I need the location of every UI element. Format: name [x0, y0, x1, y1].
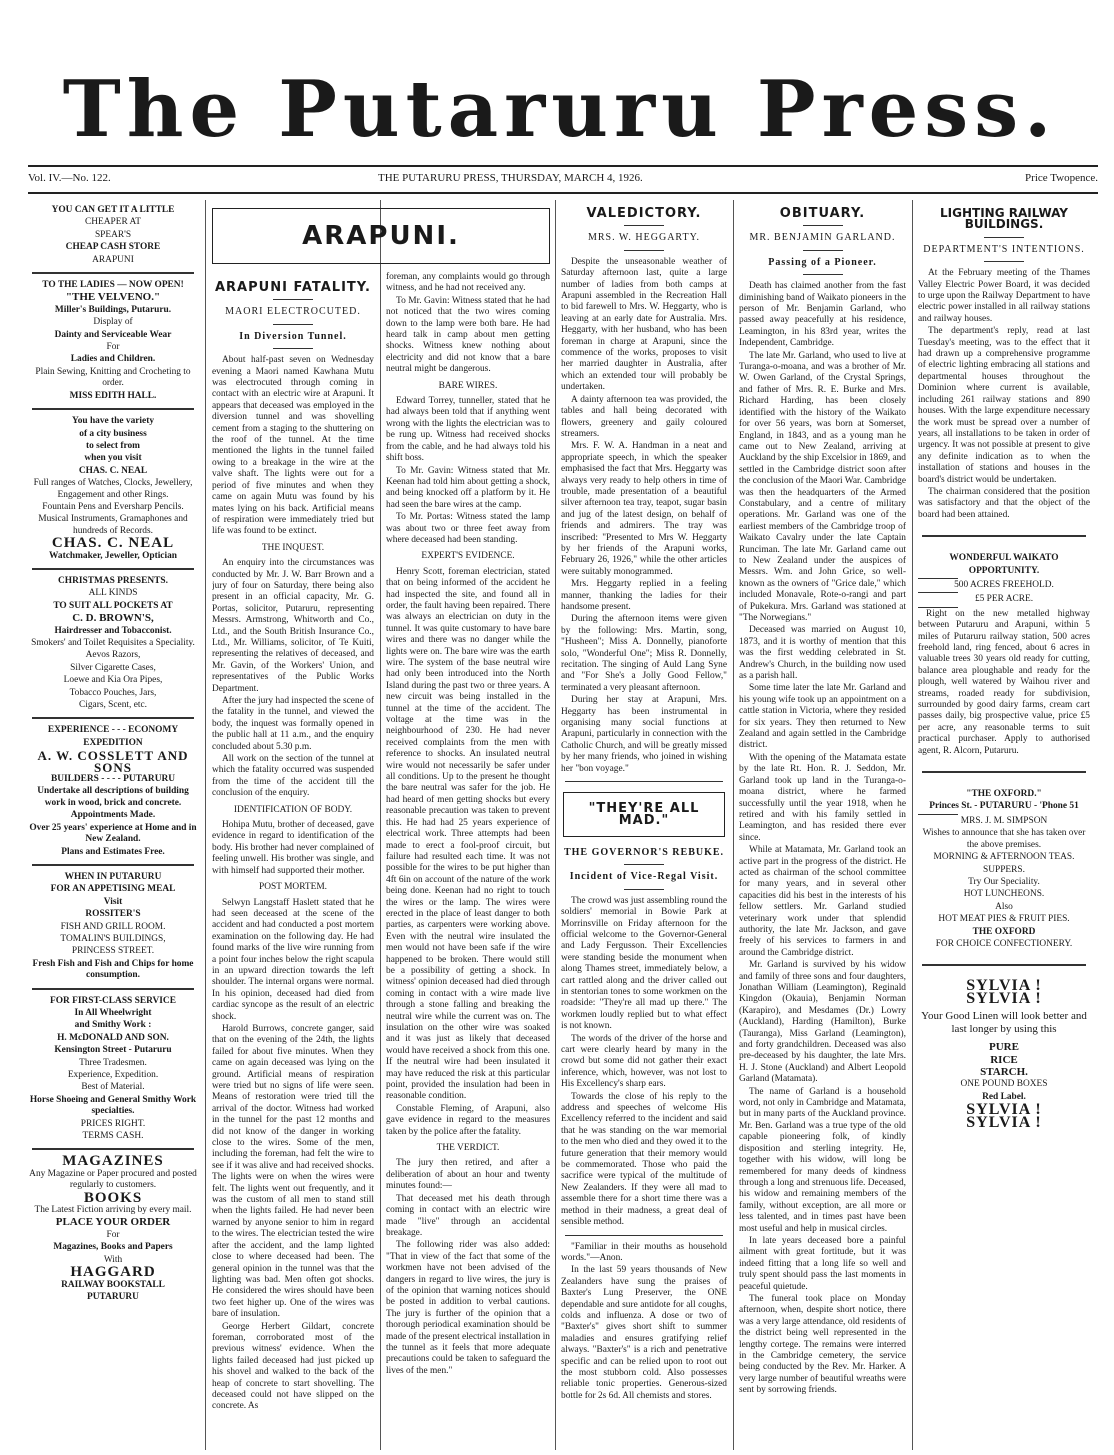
mad-subhead-2: Incident of Vice-Regal Visit. [569, 871, 719, 883]
ad-line: WHEN IN PUTARURU [64, 871, 162, 882]
section-heading: IDENTIFICATION OF BODY. [233, 804, 353, 815]
oxford-ad [918, 789, 1090, 950]
ad-line: CHAS. C. NEAL [78, 465, 148, 476]
column-divider [555, 200, 556, 1450]
ad-line: FOR AN APPETISING MEAL [50, 884, 176, 895]
ad-line: 500 ACRES FREEHOLD. [954, 579, 1054, 590]
paragraph: The crowd was just assembling round the soldiers' memorial in Bowie Park at Morrinsville on Friday afternoon for the official welcome to the Governor-General and Lady Fergusson. Their Excellencies were standing beside the monument when along Thames street, immediately below, a cart rattled along and the driver called out in stentorian tones to some workmen on the roadside: "They're all mad up there." The workmen loudly replied but to what effect is not known. [561, 895, 727, 1032]
ad-line: HOT LUNCHEONS. [963, 889, 1045, 900]
column-divider [205, 200, 206, 1450]
ad-line: MORNING & AFTERNOON TEAS. [933, 852, 1075, 863]
ad-line: Hairdresser and Tobacconist. [54, 625, 172, 636]
ad-line: In All Wheelwright [74, 1007, 152, 1018]
spears-ad [28, 205, 198, 266]
divider [918, 578, 958, 579]
paragraph: About half-past seven on Wednesday evening a Maori named Kawhana Mutu was electrocuted through coming in contact with an electric wire at Arapuni. It appears that deceased was employed in the diversion tunnel and was shovelling cement from a staging to the shuttering on the roof of the tunnel. At the time mentioned the lights in the tunnel failed owing to a breakage in the wire at the valve shaft. The lights were out for a period of five minutes and when they came on again Mutu was found by his mates lying on his back. Artificial means of respiration were immediately tried but life was found to be extinct. [212, 355, 374, 537]
divider [273, 299, 313, 300]
ad-line: PLACE YOUR ORDER [55, 1216, 171, 1229]
ad-line: The Latest Fiction arriving by every mail. [34, 1205, 192, 1216]
divider [803, 225, 843, 226]
paragraph: Constable Fleming, of Arapuni, also gave evidence in regard to the measures taken by the police after the fatality. [386, 1103, 550, 1137]
paragraph: After the jury had inspected the scene of the fatality in the tunnel, and viewed the body, the inquest was formally opened in the public hall at 11 a.m., and the enquiry concluded about 5.30 p.m. [212, 696, 374, 752]
arapuni-subhead: MAORI ELECTROCUTED. [225, 306, 361, 318]
ad-line: Dainty and Serviceable Wear [54, 329, 172, 340]
ad-line: Musical Instruments, Gramaphones and hundreds of Records. [38, 514, 188, 536]
ad-line: MISS EDITH HALL. [69, 390, 157, 401]
price: Price Twopence. [1025, 172, 1098, 184]
neal-ad [28, 416, 198, 562]
ad-line: TERMS CASH. [82, 1131, 144, 1142]
ad-body: Right on the new metalled highway between Putaruru and Arapuni, within 5 miles of Putaruru railway station, 500 acres freehold land, ring fenced, about 6 acres in valuable trees 30 years old ready for cutting, balance area ploughable and ready for the plough, well watered by Waihou river and streams, roaded ready for subdivision, surrounded by good dairy farms, cream cart passes daily, big prospective value, price £5 per acre, any reasonable terms to suit practical purchaser. Apply to authorised agent, R. Alcorn, Putaruru. [918, 608, 1090, 756]
ad-line: EXPEDITION [83, 737, 143, 748]
valedictory-headline: VALEDICTORY. [586, 206, 702, 221]
waikato-ad [918, 553, 1090, 757]
ad-line: With [103, 1254, 123, 1265]
paragraph: Harold Burrows, concrete ganger, said that on the evening of the 24th, the lights failed for about five minutes. When they came on again deceased was lying on the ground. Artificial means of respiration were tried but no signs of life were seen. Means of restoration were tried till the arrival of the doctor. Witness had worked in the tunnel for the past 12 months and did not know of the danger in working close to the wires. Some of the men, including the foreman, had felt the wire to see if it was alive and had received shocks. The lights were on when the wires were felt. The lights went out frequently, and it was the custom of all men to stand still when the lights failed. He had never been warned by anyone senior to him in regard to the wires. The electrician tested the wire after the accident, and the lamp lighted close to where deceased had been. The general opinion in the tunnel was that the lighting was bad. Men often got shocks. He considered the wires should have been two feet higher up. One of the wires was bare of insulation. [212, 1023, 374, 1320]
ad-line: FOR CHOICE CONFECTIONERY. [935, 938, 1073, 949]
ad-line: SUPPERS. [983, 864, 1025, 875]
ad-line: SYLVIA ! [966, 1101, 1042, 1119]
ad-line: Also [995, 901, 1013, 912]
divider [918, 607, 958, 608]
arapuni-headline: ARAPUNI FATALITY. [214, 280, 371, 295]
ad-line: CHEAP CASH STORE [65, 242, 161, 253]
ad-line: Cigars, Scent, etc. [79, 700, 147, 711]
ad-line: TO SUIT ALL POCKETS AT [53, 600, 173, 611]
arapuni-article-col3 [386, 272, 550, 1452]
ad-line: Plain Sewing, Knitting and Crocheting to order. [35, 366, 191, 389]
paragraph: The chairman considered that the position was satisfactory and that the object of the board had been attained. [918, 486, 1090, 520]
lighting-headline: LIGHTING RAILWAY BUILDINGS. [940, 206, 1068, 232]
ad-line: ARAPUNI [92, 254, 134, 265]
divider [32, 408, 194, 410]
mad-headline-box [563, 792, 725, 837]
ad-line: SPEAR'S [94, 229, 132, 240]
ad-line: Plans and Estimates Free. [61, 846, 165, 857]
ad-line: PRINCESS STREET. [71, 946, 155, 957]
obituary-headline: OBITUARY. [779, 206, 866, 221]
lighting-subhead: DEPARTMENT'S INTENTIONS. [923, 243, 1085, 255]
divider [984, 261, 1024, 262]
ad-line: Watchmaker, Jeweller, Optician [49, 550, 177, 561]
paragraph: Mr. Garland is survived by his widow and family of three sons and four daughters, Jonathan William (Leamington), Reginald Kingdon (Okauia), Benjamin Norman (Karapiro), and Mesdames (Dr.) Lowry (Auckland), Harding (Hamilton), Burke (Tauranga), Miss Garland (Leamington), and forty grandchildren. Deceased was also pre-deceased by his daughter, the late Mrs. H. J. Stone (Auckland) and Albert Leopold Garland (Matamata). [739, 960, 906, 1085]
arapuni-article-col2 [212, 272, 374, 1452]
ad-line: A. W. COSSLETT AND SONS [37, 748, 189, 775]
obituary-column [739, 204, 906, 1452]
ad-line: to select from [86, 440, 140, 451]
divider [984, 237, 1024, 238]
ad-line: Miller's Buildings, Putaruru. [54, 304, 172, 315]
arapuni-banner: ARAPUNI. [212, 208, 550, 264]
valedictory-subhead: MRS. W. HEGGARTY. [587, 232, 701, 244]
ad-line: Undertake all descriptions of building work in wood, brick and concrete. [37, 786, 189, 808]
ad-line: SYLVIA ! [966, 1113, 1042, 1131]
ad-line: CHRISTMAS PRESENTS. [58, 575, 168, 586]
ad-line: MRS. J. M. SIMPSON [960, 815, 1048, 826]
ad-line: FISH AND GRILL ROOM. [60, 921, 166, 932]
paragraph: Hohipa Mutu, brother of deceased, gave evidence in regard to identification of the body. His brother had never complained of feeling unwell. His brother was single, and with himself had supported their mother. [212, 820, 374, 876]
ad-line: TO THE LADIES — NOW OPEN! [42, 280, 184, 291]
ad-line: and Smithy Work : [74, 1020, 152, 1031]
column-4 [561, 204, 727, 1452]
paragraph: Henry Scott, foreman electrician, stated that on being informed of the accident he had inspected the site, and found all in order, the fault having been repaired. There was always an electrician on duty in the tunnel. It was quite customary to have bare wires and there was no danger while the lights were on. The bare wire was the earth wire. The system of the base neutral wire had only been introduced into the North Island during the past two or three years. A new circuit was being installed in the tunnel at the time of the accident. The voltage at the time was in the neighbourhood of 230. He had never received complaints from the men with reference to shocks. An insulated neutral wire would not necessarily be safer under all conditions. Up to the present he thought the bare neutral was safer for the job. He had heard of men getting shocks but every reasonable precaution was taken to prevent this. He had had 25 years experience of electrical work. Three attempts had been made to erect a fool-proof circuit, but failure had resulted each time. It was not possible for the wires to be put higher than 4ft 6in on account of the nature of the work being done. Keenan had no right to touch the wires or the lamp. The wires were erected in the place of least danger to both parties, as carpenters were working above. Even with the neutral wire insulated the men would not have been safe if the wire happened to be broken. There would still be a possibility of getting a shock. In witness' opinion deceased had died through coming in contact with a wire made live through a stone falling and breaking the neutral wire while the current was on. The insulation on the other wire was soaked and it was just as likely that deceased would have received a shock from this one. If the neutral wire had been insulated it may have reduced the risk at this particular point, provided the insulation had been in reasonable condition. [386, 566, 550, 1102]
paragraph: The funeral took place on Monday afternoon, when, despite short notice, there was a very large attendance, old residents of the district being well represented in the lengthy cortege. The remains were interred in the Cambridge cemetery, the service being conducted by the Rev. Mr. Harker. A very large number of beautiful wreaths were sent by sorrowing friends. [739, 1293, 906, 1396]
ad-line: PUTARURU [87, 1291, 139, 1302]
divider [624, 250, 664, 251]
divider [922, 771, 1086, 773]
ad-line: Display of [93, 317, 133, 328]
divider [32, 864, 194, 866]
divider [32, 1148, 194, 1150]
ads-column [28, 204, 198, 1452]
paragraph: To Mr. Gavin: Witness stated that he had not noticed that the two wires coming down to the lamp were both bare. He had heard talk in camp about men getting shocks. Witness knew nothing about electricity and did not know that a bare neutral might be dangerous. [386, 295, 550, 375]
column-6 [918, 204, 1090, 1452]
ad-line: TOMALIN'S BUILDINGS, [60, 933, 166, 944]
issue-date: THE PUTARURU PRESS, THURSDAY, MARCH 4, 1926. [378, 172, 643, 184]
paragraph: The name of Garland is a household word, not only in Cambridge and Matamata, but in many parts of the Auckland province. Mr. Ben. Garland was a true type of the old capable pioneering folk, of kindly disposition and sterling integrity. He, together with his widow, will long be remembered for many deeds of kindness through a long and strenuous life. Deceased, his widow and remaining members of the family, without exception, are all more or less talented, and in times past have been most useful and help in musical circles. [739, 1086, 906, 1234]
ad-line: "THE VELVENO." [65, 291, 161, 304]
ad-line: Three Tradesmen. [79, 1057, 147, 1068]
ad-line: Wishes to announce that she has taken over the above premises. [922, 828, 1086, 850]
paragraph: Edward Torrey, tunneller, stated that he had always been told that if anything went wrong with the lights the electrician was to be rung up. Witness had received shocks from the cable, and he had always told his shift boss. [386, 396, 550, 464]
rossiter-ad [28, 872, 198, 982]
section-heading: THE VERDICT. [436, 1143, 500, 1154]
mad-headline: "THEY'RE ALL MAD." [588, 801, 700, 828]
paragraph: Deceased was married on August 10, 1873, and it is worthy of mention that this was the first wedding celebrated in St. Andrew's Church, in the building now used as a parish hall. [739, 625, 906, 682]
ad-line: THE OXFORD [972, 926, 1036, 937]
divider [32, 568, 194, 570]
ad-line: Experience, Expedition. [67, 1070, 159, 1080]
ad-line: Full ranges of Watches, Clocks, Jewellery, Engagement and other Rings. [33, 478, 193, 500]
divider [32, 988, 194, 990]
divider [273, 324, 313, 325]
paragraph: Mrs. Heggarty replied in a feeling manner, thanking the ladies for their handsome present. [561, 579, 727, 612]
divider [918, 592, 958, 593]
ad-line: HOT MEAT PIES & FRUIT PIES. [938, 914, 1070, 925]
velveno-ad [28, 280, 198, 402]
divider [803, 250, 843, 251]
sylvia-ad [918, 977, 1090, 1131]
divider [803, 274, 843, 275]
ad-line: Horse Shoeing and General Smithy Work specialties. [29, 1094, 197, 1117]
obituary-subhead: MR. BENJAMIN GARLAND. [749, 232, 896, 244]
paragraph: To Mr. Portas: Witness stated the lamp was about two or three feet away from where deceased had been standing. [386, 512, 550, 545]
paragraph: Death has claimed another from the fast diminishing band of Waikato pioneers in the person of Mr. Benjamin Garland, who passed away peacefully at his residence, Leamington, in his 83rd year, writes the Independent, Cambridge. [739, 281, 906, 349]
ad-line: CHAS. C. NEAL [51, 535, 175, 552]
ad-line: For [106, 342, 120, 353]
divider [32, 272, 194, 274]
ad-line: MAGAZINES [62, 1153, 164, 1170]
ad-line: SYLVIA ! [966, 989, 1042, 1007]
ad-line: Fresh Fish and Fish and Chips for home consumption. [32, 958, 194, 981]
brown-ad [28, 576, 198, 711]
ad-line: CHEAPER AT [85, 217, 141, 228]
paragraph: In the last 59 years thousands of New Zealanders have sung the praises of Baxter's Lung Preserver, the ONE dependable and sure antidote for all coughs, colds and influenza. A dose or two of "Baxter's" gives short shift to summer maladies and ensures gratifying relief always. "Baxter's" is a rich and penetrative specific and can be relied upon to root out the most stubborn cold. Also possesses reliable tonic properties. Generous-sized bottle for 2s 6d. All chemists and stores. [561, 1265, 727, 1401]
ad-line: YOU CAN GET IT A LITTLE [51, 205, 175, 215]
divider [922, 535, 1086, 537]
ad-line: Visit [103, 896, 123, 907]
ad-line: Magazines, Books and Papers [53, 1242, 173, 1253]
section-heading: THE INQUEST. [261, 542, 325, 553]
paragraph: The words of the driver of the horse and cart were clearly heard by many in the crowd but some did not gather their exact inference, which, however, was not lost to His Excellency's sharp ears. [561, 1033, 727, 1090]
section-heading: POST MORTEM. [258, 882, 328, 893]
paragraph: "Familiar in their mouths as household words."—Anon. [561, 1241, 727, 1263]
ad-line: WONDERFUL WAIKATO [949, 553, 1059, 564]
paragraph: Selwyn Langstaff Haslett stated that he had seen deceased at the scene of the accident and had conducted a post mortem examination on the following day. He had found marks of the live wire running from a point four inches below the right scapula in an upward direction towards the left shoulder. The internal organs were normal. In his opinion, deceased had died from cardiac syncope as the result of an electric shock. [212, 897, 374, 1022]
paragraph: Mrs. F. W. A. Handman in a neat and appropriate speech, in which the speaker emphasised the fact that Mrs. Heggarty was always very ready to help others in time of trouble, made presentation of a beautiful silver afternoon tea tray, teapot, sugar basin and jug of the latest design, on behalf of friends and admirers. The tray was inscribed: "Presented to Mrs W. Heggarty by her friends of the Arapuni works, February 26, 1926," while the other articles were suitably monogrammed. [561, 441, 727, 577]
divider [273, 348, 313, 349]
ad-line: Silver Cigarette Cases, [70, 662, 156, 673]
ad-line: Princes St. - PUTARURU - 'Phone 51 [929, 801, 1079, 812]
ad-line: RAILWAY BOOKSTALL [61, 1279, 165, 1290]
ad-line: ALL KINDS [88, 588, 138, 599]
paragraph: George Herbert Gildart, concrete foreman, corroborated most of the previous witness' evidence. When the lights failed deceased had just picked up his shovel and walked to the back of the heap of concrete to start shovelling. The deceased could not have slipped on the concrete. As [212, 1321, 374, 1412]
mad-subhead: THE GOVERNOR'S REBUKE. [563, 846, 725, 858]
ad-line: Fountain Pens and Eversharp Pencils. [42, 501, 184, 512]
paragraph: Towards the close of his reply to the address and speeches of welcome His Excellency referred to the incident and said that he was standing on the war memorial to the men who died and they owed it to the future generation that their memory would be commemorated. Those who paid the sacrifice were typical of the multitude of New Zealanders. If they were all mad to assemble there for a short time there was a method in their madness, a great deal of sensible method. [561, 1091, 727, 1228]
ad-line: £5 PER ACRE. [974, 594, 1034, 605]
ad-line: BOOKS [83, 1189, 143, 1206]
paragraph: To Mr. Gavin: Witness stated that Mr. Keenan had told him about getting a shock, and being knocked off a platform by it. He had seen the bare wires at the camp. [386, 465, 550, 510]
ad-line: of a city business [79, 428, 147, 439]
masthead-rule [28, 165, 1098, 167]
ad-line: BUILDERS - - - - PUTARURU [50, 774, 176, 785]
ad-line: Tobacco Pouches, Jars, [69, 687, 157, 698]
paragraph: foreman, any complaints would go through witness, and he had not received any. [386, 272, 550, 294]
ad-line: Kensington Street - Putaruru [54, 1045, 172, 1056]
ad-line: FOR FIRST-CLASS SERVICE [50, 995, 176, 1006]
ad-line: Red Label. [982, 1091, 1026, 1102]
ad-line: when you visit [84, 453, 142, 464]
cosslett-ad [28, 725, 198, 857]
ad-line: Ladies and Children. [70, 354, 156, 365]
ad-line: PURE [989, 1041, 1019, 1054]
paragraph: With the opening of the Matamata estate by the late Rt. Hon. R. J. Seddon, Mr. Garland took up land in the Turanga-o-moana district, where he farmed successfully until the year 1918, when he retired and with his family settled in Leamington, and has resided there ever since. [739, 752, 906, 843]
ad-line: Over 25 years' experience at Home and in New Zealand. [29, 822, 197, 845]
ad-line: Loewe and Kia Ora Pipes, [63, 675, 163, 686]
divider [922, 964, 1086, 966]
ad-line: Best of Material. [81, 1082, 145, 1093]
column-divider [912, 200, 913, 1450]
ad-line: For [106, 1229, 120, 1240]
ad-line: Try Our Speciality. [968, 876, 1040, 887]
paragraph: A dainty afternoon tea was provided, the tables and hall being decorated with flowers, greenery and gaily coloured streamers. [561, 394, 727, 439]
obituary-subhead-2: Passing of a Pioneer. [768, 256, 877, 268]
dateline [28, 172, 1098, 190]
ad-line: HAGGARD [70, 1264, 156, 1281]
paragraph: During her stay at Arapuni, Mrs. Heggarty has been instrumental in organising many social functions at Arapuni, particularly in connection with the Catholic Church, and will be greatly missed by her many friends, who joined in wishing her "bon voyage." [561, 695, 727, 774]
arapuni-subhead-2: In Diversion Tunnel. [239, 330, 347, 342]
ad-line: Smokers' and Toilet Requisites a Speciality. [31, 638, 195, 648]
ad-line: Any Magazine or Paper procured and posted regularly to customers. [29, 1168, 197, 1191]
paragraph: Some time later the late Mr. Garland and his young wife took up an appointment on a cattle station in Victoria, where they resided for six years. They then returned to New Zealand and again settled in the Cambridge district. [739, 683, 906, 751]
ad-line: C. D. BROWN'S, [72, 612, 154, 625]
dateline-rule [28, 192, 1098, 194]
paragraph: The department's reply, read at last Tuesday's meeting, was to the effect that it had drawn up a comprehensive programme of electric lighting embracing all stations and departmental houses throughout the Dominion where current is available, including 261 railway stations and 890 houses. With the large expenditure necessary the work must be spread over a number of years, all installations to be taken in order of urgency. It was not possible at present to give any definite indication as to when the installation of stations and houses in the board's district would be undertaken. [918, 326, 1090, 485]
ad-line: EXPERIENCE - - - ECONOMY [47, 725, 179, 736]
ad-line: PRICES RIGHT. [80, 1118, 146, 1129]
paragraph: In late years deceased bore a painful ailment with great fortitude, but it was indeed fitting that a long life so well and truly spent should pass the last moments in peaceful quietude. [739, 1235, 906, 1292]
ad-line: Your Good Linen will look better and last longer by using this [921, 1010, 1087, 1036]
section-heading: EXPERT'S EVIDENCE. [421, 551, 515, 562]
divider [624, 225, 664, 226]
paragraph: That deceased met his death through coming in contact with an electric wire made "live" through an accidental breakage. [386, 1193, 550, 1238]
ad-line: "THE OXFORD." [966, 789, 1042, 800]
divider [565, 1235, 723, 1236]
divider [624, 864, 664, 865]
ad-line: You have the variety [71, 416, 155, 427]
ad-line: STARCH. [980, 1065, 1028, 1078]
volume-number: Vol. IV.—No. 122. [28, 172, 111, 184]
ad-line: OPPORTUNITY. [968, 565, 1040, 576]
column-divider [380, 200, 381, 1450]
ad-line: ROSSITER'S [85, 909, 141, 920]
divider [624, 889, 664, 890]
paragraph: All work on the section of the tunnel at which the fatality occurred was suspended from the time of the accident till the conclusion of the enquiry. [212, 754, 374, 799]
paragraph: During the afternoon items were given by the following: Mrs. Martin, song, "Husheen"; Miss A. Donnelly, pianoforte solo, "Wonderful One"; Miss R. Donnelly, recitation. The singing of Auld Lang Syne and "For She's a Jolly Good Fellow," terminated a very pleasant afternoon. [561, 614, 727, 693]
paragraph: Despite the unseasonable weather of Saturday afternoon last, quite a large number of ladies from both camps at Arapuni assembled in the Recreation Hall to bid farewell to Mrs. W. Heggarty, who is leaving at an early date for Australia. Mrs. Heggarty, with her husband, who has been foreman in charge at Arapuni, since the commence of the works, proposes to visit her married daughter in Australia, after which an extended tour will probably be undertaken. [561, 256, 727, 393]
paragraph: The following rider was also added: "That in view of the fact that some of the workmen have not been advised of the dangers in regard to live wires, the jury is of the opinion that warning notices should be posted in addition to verbal cautions. The jury is further of the opinion that a thorough periodical examination should be made of the present electrical installation in the tunnel as it feels that more adequate precautions could be taken to safeguard the lives of the men." [386, 1240, 550, 1376]
ad-line: RICE [990, 1053, 1018, 1066]
section-heading: BARE WIRES. [438, 380, 498, 391]
divider [32, 717, 194, 719]
haggard-ad [28, 1153, 198, 1303]
ad-line: H. McDONALD AND SON. [57, 1032, 169, 1043]
ad-line: SYLVIA ! [966, 977, 1042, 995]
divider [565, 781, 723, 782]
paragraph: The jury then retired, and after a deliberation of about an hour and twenty minutes found:— [386, 1158, 550, 1192]
ad-line: Appointments Made. [70, 810, 156, 821]
ad-line: Aevos Razors, [85, 650, 141, 661]
masthead-title: The Putaruru Press. [62, 64, 1058, 155]
divider [918, 814, 958, 815]
paragraph: At the February meeting of the Thames Valley Electric Power Board, it was decided to urge upon the Railway Department to have electric power installed in all railway stations and railway houses. [918, 268, 1090, 324]
paragraph: While at Matamata, Mr. Garland took an active part in the progress of the district. He acted as chairman of the school committee for many years, and in several other capacities did his best in the interests of his fellow settlers. Mr. Garland studied veterinary work under that splendid authority, the late Mr. Jackson, and gave freely of his services to farmers in and around the Cambridge district. [739, 845, 906, 958]
paragraph: An enquiry into the circumstances was conducted by Mr. J. W. Barr Brown and a jury of four on Saturday, there being also present in an official capacity, Mr. G. Portas, solicitor, Putaruru, representing Messrs. Armstrong, Whitworth and Co., Ltd., and the South British Insurance Co., Ltd., Mr. Williams, solicitor, of Te Kuiti, representing the relatives of deceased, and Mr. Gavin, of the Workers' Union, and representatives of the Public Works Department. [212, 558, 374, 694]
paragraph: The late Mr. Garland, who used to live at Turanga-o-moana, and was a brother of Mr. W. Owen Garland, of the Crystal Springs, and father of Mrs. R. E. Burke and Mrs. Richard Harding, has been closely identified with the history of the Waikato for over 56 years, was born at Somerset, England, in 1843, and as a young man he came out to New Zealand, arriving at Auckland by the ship Excelsior in 1869, and settled in the Cambridge district soon after the conclusion of the Maori War. Cambridge was then the headquarters of the Armed Constabulary, and a centre of military operations. Mr. Garland was one of the earliest members of the Cambridge troop of Waikato Cavalry under the late Captain Runciman. The late Mr. Garland came out to New Zealand under the auspices of Messrs. Wm. and John Grice, so well-known as the owners of "Grice dale," which included Monavale, Rote-o-rangi and part of Pukekura. Mrs. Garland was stationed at "The Norwegians." [739, 350, 906, 623]
mcdonald-ad [28, 996, 198, 1143]
ad-line: ONE POUND BOXES [960, 1079, 1048, 1090]
column-divider [733, 200, 734, 1450]
